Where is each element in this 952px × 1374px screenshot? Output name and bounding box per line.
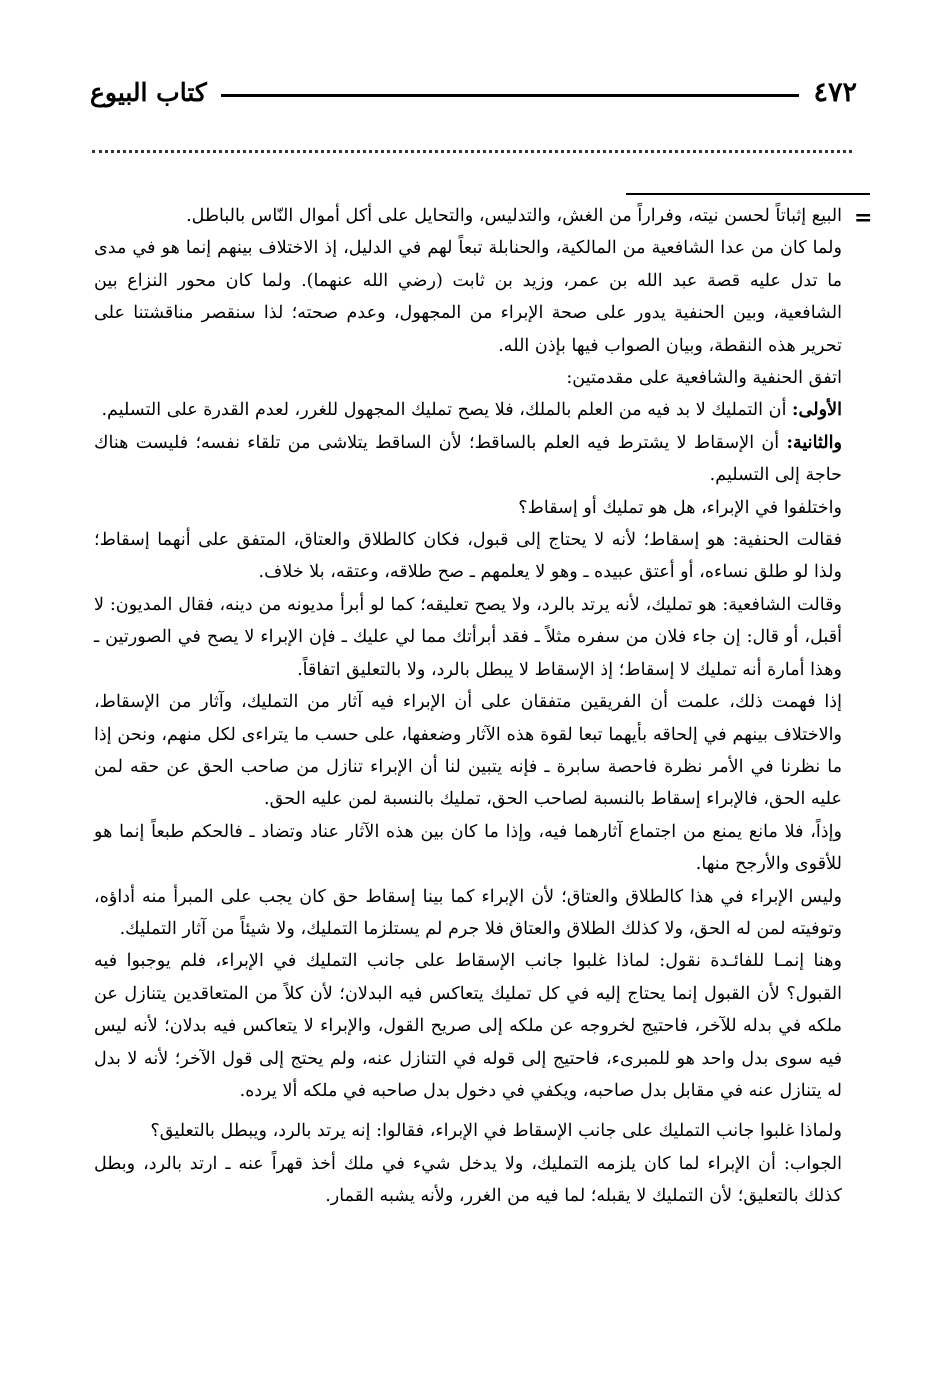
footnote-body bbox=[94, 200, 842, 1213]
paragraph: وليس الإبراء في هذا كالطلاق والعتاق؛ لأن الإبراء كما بينا إسقاط حق كان يجب على المبرأ منه أداؤه، وتوفيته لمن له الحق، ولا كذلك الطلاق والعتاق فلا جرم لم يستلزما التمليك، ولا شيئاً من آثار التمليك. bbox=[94, 886, 842, 939]
header-rule bbox=[221, 94, 800, 97]
paragraph: الأولى: أن التمليك لا بد فيه من العلم بالملك، فلا يصح تمليك المجهول للغرر، لعدم القدرة على التسليم. bbox=[101, 399, 842, 421]
paragraph: البيع إثباتاً لحسن نيته، وفراراً من الغش، والتدليس، والتحايل على أكل أموال النّاس بالباطل. bbox=[186, 206, 842, 226]
paragraph: اتفق الحنفية والشافعية على مقدمتين: bbox=[566, 368, 842, 389]
paragraph: واختلفوا في الإبراء، هل هو تمليك أو إسقاط؟ bbox=[518, 497, 842, 518]
page-number: ٤٧٢ bbox=[813, 76, 857, 108]
paragraph: وهنا إنمـا للفائـدة نقول: لماذا غلبوا جانب الإسقاط على جانب التمليك في الإبراء، فلم يوجبوا فيه القبول؟ لأن القبول إنما يحتاج إليه في كل تمليك يتعاكس فيه البدلان؛ لأن كلاً من المتعاقدين يتنازل عن ملكه في بدله للآخر، فاحتيج لخروجه عن ملكه إلى صريح القول، والإبراء لا يتعاكس فيه بدلان؛ لأنه ليس فيه سوى بدل واحد هو للمبرىء، فاحتيج إلى قوله في التنازل عنه، ولم يحتج إلى قول الآخر؛ لأنه لا بدل له يتنازل عنه في مقابل بدل صاحبه، ويكفي في دخول بدل صاحبه في ملكه ألا يرده. bbox=[94, 951, 842, 1101]
paragraph: فقالت الحنفية: هو إسقاط؛ لأنه لا يحتاج إلى قبول، فكان كالطلاق والعتاق، المتفق على أنهما إسقاط؛ ولذا لو طلق نساءه، أو أعتق عبيده ـ وهو لا يعلمهم ـ صح طلاقه، وعتقه، بلا خلاف. bbox=[94, 530, 842, 583]
paragraph: ولما كان من عدا الشافعية من المالكية، والحنابلة تبعاً لهم في الدليل، إذ الاختلاف بينهم إنما هو في مدى ما تدل عليه قصة عبد الله بن عمر، وزيد بن ثابت (رضي الله عنهما). ولما كان محور النزاع بين الشافعية، وبين الحنفية يدور على صحة الإبراء من المجهول، وعدم صحته؛ لذا سنقصر مناقشتنا على تحرير هذه النقطة، وبيان الصواب فيها بإذن الله. bbox=[94, 238, 842, 356]
continuation-marker: = bbox=[854, 205, 873, 231]
paragraph: والثانية: أن الإسقاط لا يشترط فيه العلم بالساقط؛ لأن الساقط يتلاشى من تلقاء نفسه؛ فليست هناك حاجة إلى التسليم. bbox=[94, 431, 842, 486]
paragraph: إذا فهمت ذلك، علمت أن الفريقين متفقان على أن الإبراء فيه آثار من التمليك، وآثار من الإسقاط، والاختلاف بينهم في إلحاقه بأيهما تبعا لقوة هذه الآثار وضعفها، على حسب ما يتراءى لكل منهم، ونحن إذا ما نظرنا في الأمر نظرة فاحصة سابرة ـ فإنه يتبين لنا أن الإبراء تنازل من صاحب الحق عن حقه لمن عليه الحق، فالإبراء إسقاط بالنسبة لصاحب الحق، تمليك بالنسبة لمن عليه الحق. bbox=[94, 692, 842, 810]
premise-label: الأولى: bbox=[792, 399, 842, 421]
footnote-separator bbox=[626, 193, 870, 195]
paragraph: ولماذا غلبوا جانب التمليك على جانب الإسقاط في الإبراء، فقالوا: إنه يرتد بالرد، ويبطل بالتعليق؟ bbox=[150, 1121, 842, 1142]
page-header bbox=[90, 72, 857, 112]
paragraph: الجواب: أن الإبراء لما كان يلزمه التمليك، ولا يدخل شيء في ملك أخذ قهراً عنه ـ ارتد بالرد، وبطل كذلك بالتعليق؛ لأن التمليك لا يقبله؛ لما فيه من الغرر، ولأنه يشبه القمار. bbox=[94, 1153, 842, 1207]
paragraph: وقالت الشافعية: هو تمليك، لأنه يرتد بالرد، ولا يصح تعليقه؛ كما لو أبرأ مديونه من دينه، فقال المديون: لا أقبل، أو قال: إن جاء فلان من سفره مثلاً ـ فقد أبرأتك مما لي عليك ـ فإن الإبراء لا يصح في الصورتين ـ وهذا أمارة أنه تمليك لا إسقاط؛ إذ الإسقاط لا يبطل بالرد، ولا بالتعليق اتفاقاً. bbox=[94, 594, 843, 680]
premise-label: والثانية: bbox=[786, 431, 842, 453]
chapter-title: كتاب البيوع bbox=[90, 77, 207, 107]
paragraph: وإذاً، فلا مانع يمنع من اجتماع آثارهما فيه، وإذا ما كان بين هذه الآثار عناد وتضاد ـ فالحكم طبعاً إنما هو للأقوى والأرجح منها. bbox=[94, 821, 842, 875]
dotted-separator bbox=[92, 150, 852, 153]
